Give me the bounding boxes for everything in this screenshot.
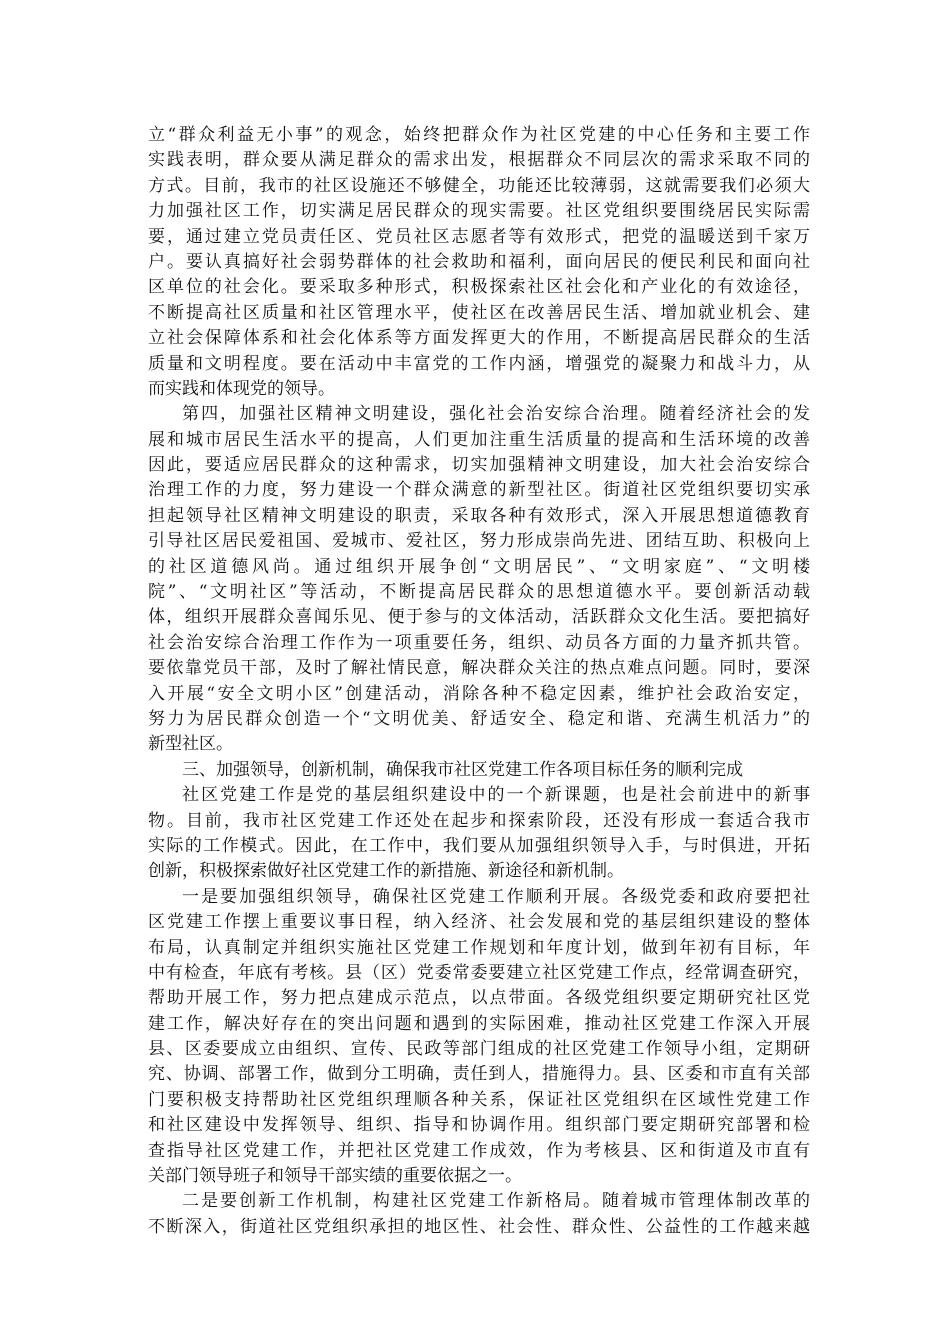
text-line: 体，组织开展群众喜闻乐见、便于参与的文体活动，活跃群众文化生活。要把搞好: [148, 607, 810, 628]
text-line: 户。要认真搞好社会弱势群体的社会救助和福利，面向居民的便民利民和面向社: [148, 251, 810, 272]
text-line: 力加强社区工作，切实满足居民群众的现实需要。社区党组织要围绕居民实际需: [148, 201, 810, 222]
text-line: 究、协调、部署工作，做到分工明确，责任到人，措施得力。县、区委和市直有关部: [148, 1064, 810, 1085]
text-line: 入开展“安全文明小区”创建活动，消除各种不稳定因素，维护社会政治安定，: [148, 683, 810, 704]
text-line: 查指导社区党建工作，并把社区党建工作成效，作为考核县、区和街道及市直有: [148, 1140, 810, 1161]
text-line: 社会治安综合治理工作作为一项重要任务，组织、动员各方面的力量齐抓共管。: [148, 632, 810, 653]
text-line: 不断提高社区质量和社区管理水平，使社区在改善居民生活、增加就业机会、建: [148, 302, 810, 323]
text-line: 中有检查，年底有考核。县（区）党委常委要建立社区党建工作点，经常调查研究，: [148, 962, 810, 983]
text-line: 要，通过建立党员责任区、党员社区志愿者等有效形式，把党的温暖送到千家万: [148, 226, 810, 247]
text-line: 关部门领导班子和领导干部实绩的重要依据之一。: [148, 1166, 522, 1187]
text-line: 区党建工作摆上重要议事日程，纳入经济、社会发展和党的基层组织建设的整体: [148, 912, 810, 933]
text-line: 帮助开展工作，努力把点建成示范点，以点带面。各级党组织要定期研究社区党: [148, 988, 810, 1009]
text-line: 社区党建工作是党的基层组织建设中的一个新课题，也是社会前进中的新事: [182, 785, 810, 806]
text-line: 区单位的社会化。要采取多种形式，积极探索社区社会化和产业化的有效途径，: [148, 277, 810, 298]
text-line: 二是要创新工作机制，构建社区党建工作新格局。随着城市管理体制改革的: [182, 1191, 810, 1212]
text-line: 要依靠党员干部，及时了解社情民意，解决群众关注的热点难点问题。同时，要深: [148, 658, 810, 679]
text-line: 建工作，解决好存在的突出问题和遇到的实际困难，推动社区党建工作深入开展: [148, 1013, 810, 1034]
text-line: 质量和文明程度。要在活动中丰富党的工作内涵，增强党的凝聚力和战斗力，从: [148, 353, 810, 374]
text-line: 的社区道德风尚。通过组织开展争创“文明居民”、“文明家庭”、“文明楼: [148, 556, 810, 577]
text-line: 新型社区。: [148, 734, 233, 755]
text-line: 创新，积极探索做好社区党建工作的新措施、新途径和新机制。: [148, 861, 624, 882]
text-line: 和社区建设中发挥领导、组织、指导和协调作用。组织部门要定期研究部署和检: [148, 1115, 810, 1136]
text-line: 因此，要适应居民群众的这种需求，切实加强精神文明建设，加大社会治安综合: [148, 455, 810, 476]
text-line: 引导社区居民爱祖国、爱城市、爱社区，努力形成崇尚先进、团结互助、积极向上: [148, 531, 810, 552]
text-line: 而实践和体现党的领导。: [148, 378, 335, 399]
text-line: 立社会保障体系和社会化体系等方面发挥更大的作用，不断提高居民群众的生活: [148, 328, 810, 349]
text-line: 实际的工作模式。因此，在工作中，我们要从加强组织领导入手，与时俱进，开拓: [148, 835, 810, 856]
body-text: [148, 123, 810, 1240]
text-line: 布局，认真制定并组织实施社区党建工作规划和年度计划，做到年初有目标，年: [148, 937, 810, 958]
text-line: 院”、“文明社区”等活动，不断提高居民群众的思想道德水平。要创新活动载: [148, 582, 810, 603]
text-line: 努力为居民群众创造一个“文明优美、舒适安全、稳定和谐、充满生机活力”的: [148, 708, 810, 729]
text-line: 展和城市居民生活水平的提高，人们更加注重生活质量的提高和生活环境的改善: [148, 429, 810, 450]
text-line: 县、区委要成立由组织、宣传、民政等部门组成的社区党建工作领导小组，定期研: [148, 1039, 810, 1060]
text-line: 门要积极支持帮助社区党组织理顺各种关系，保证社区党组织在区域性党建工作: [148, 1089, 810, 1110]
text-line: 一是要加强组织领导，确保社区党建工作顺利开展。各级党委和政府要把社: [182, 886, 810, 907]
text-line: 第四，加强社区精神文明建设，强化社会治安综合治理。随着经济社会的发: [182, 404, 810, 425]
text-line: 三、加强领导，创新机制，确保我市社区党建工作各项目标任务的顺利完成: [182, 759, 743, 780]
text-line: 物。目前，我市社区党建工作还处在起步和探索阶段，还没有形成一套适合我市: [148, 810, 810, 831]
text-line: 担起领导社区精神文明建设的职责，采取各种有效形式，深入开展思想道德教育: [148, 505, 810, 526]
text-line: 方式。目前，我市的社区设施还不够健全，功能还比较薄弱，这就需要我们必须大: [148, 175, 810, 196]
text-line: 不断深入，街道社区党组织承担的地区性、社会性、群众性、公益性的工作越来越: [148, 1216, 810, 1237]
text-line: 立“群众利益无小事”的观念，始终把群众作为社区党建的中心任务和主要工作: [148, 125, 810, 145]
text-line: 实践表明，群众要从满足群众的需求出发，根据群众不同层次的需求采取不同的: [148, 150, 810, 171]
text-line: 治理工作的力度，努力建设一个群众满意的新型社区。街道社区党组织要切实承: [148, 480, 810, 501]
